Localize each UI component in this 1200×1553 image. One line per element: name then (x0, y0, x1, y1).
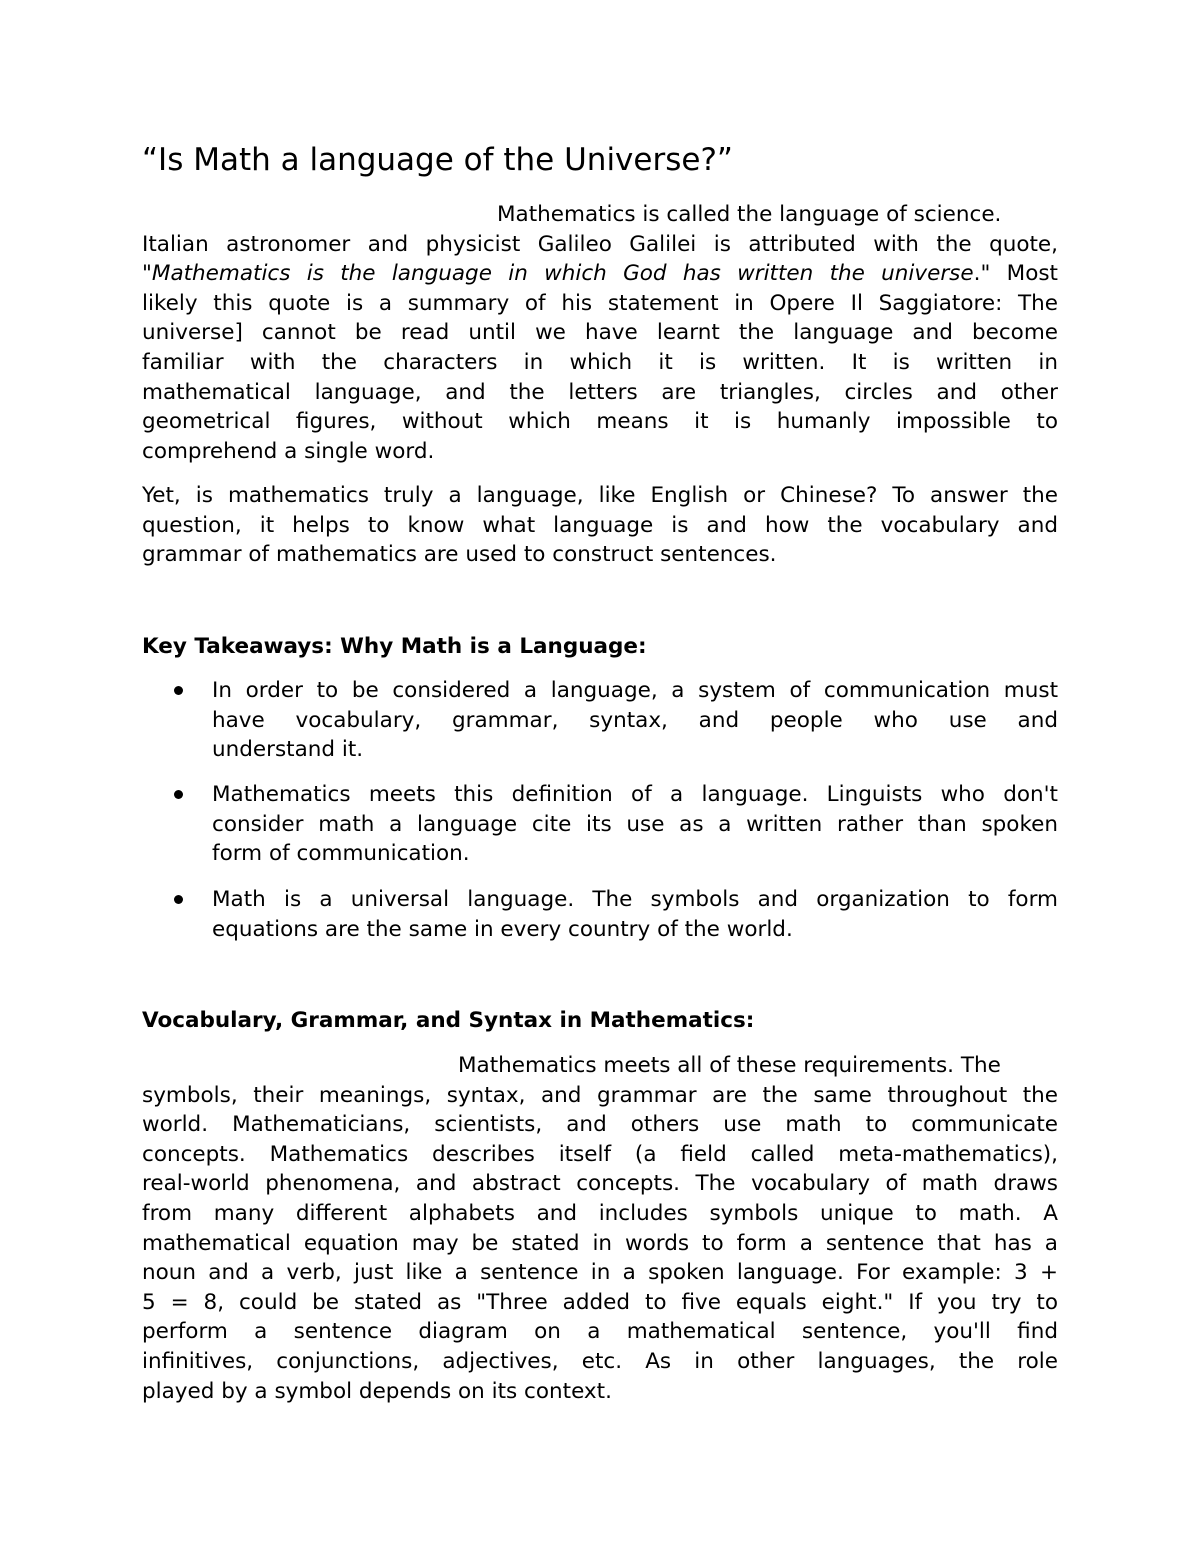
bullet-item (212, 780, 1058, 869)
text-line (142, 259, 1058, 289)
text-line: infinitives, conjunctions, adjectives, etc. As in other languages, the role (142, 1348, 1058, 1374)
bullet-icon (174, 790, 183, 799)
text-line: In order to be considered a language, a system of communication must (212, 678, 1058, 703)
text-line: Mathematics meets all of these requirements. The (458, 1053, 1001, 1078)
vocab-paragraph (142, 1051, 1058, 1406)
text-line: universe] cannot be read until we have learnt the language and become (142, 320, 1058, 346)
text-line: question, it helps to know what language is and how the vocabulary and (142, 512, 1058, 538)
text-line: Mathematics meets this definition of a language. Linguists who don't (212, 782, 1058, 807)
vocab-heading: Vocabulary, Grammar, and Syntax in Mathematics: (142, 1008, 755, 1033)
text-line: Mathematics is called the language of science. (497, 202, 1002, 227)
text-line: Math is a universal language. The symbols and organization to form (212, 887, 1058, 912)
takeaways-heading: Key Takeaways: Why Math is a Language: (142, 634, 647, 659)
text-line: Yet, is mathematics truly a language, like English or Chinese? To answer the (142, 483, 1058, 508)
text-line: familiar with the characters in which it is written. It is written in (142, 349, 1058, 375)
bullet-icon (174, 686, 183, 695)
intro-paragraph (142, 200, 1058, 466)
bullet-icon (174, 895, 183, 904)
text-line: likely this quote is a summary of his statement in Opere Il Saggiatore: The (142, 290, 1058, 316)
text-line: 5 = 8, could be stated as "Three added to five equals eight." If you try to (142, 1289, 1058, 1315)
text-line: consider math a language cite its use as a written rather than spoken (212, 811, 1058, 837)
document-title: “Is Math a language of the Universe?” (142, 142, 733, 178)
text-line: played by a symbol depends on its context. (142, 1378, 612, 1404)
text-line: real-world phenomena, and abstract concepts. The vocabulary of math draws (142, 1171, 1058, 1197)
text-line: equations are the same in every country of the world. (212, 916, 793, 942)
text-line: mathematical language, and the letters are triangles, circles and other (142, 379, 1058, 405)
text-line: mathematical equation may be stated in words to form a sentence that has a (142, 1230, 1058, 1256)
text-line: Italian astronomer and physicist Galileo Galilei is attributed with the quote, (142, 231, 1058, 257)
text-segment: ." Most (973, 261, 1058, 287)
text-line: noun and a verb, just like a sentence in a spoken language. For example: 3 + (142, 1260, 1058, 1286)
bullet-item (212, 885, 1058, 944)
text-line: form of communication. (212, 841, 470, 867)
text-line: symbols, their meanings, syntax, and grammar are the same throughout the (142, 1082, 1058, 1108)
text-line: from many different alphabets and includes symbols unique to math. A (142, 1200, 1058, 1226)
text-segment: " (142, 261, 152, 287)
text-line: comprehend a single word. (142, 438, 435, 464)
text-line: geometrical figures, without which means it is humanly impossible to (142, 409, 1058, 435)
text-line: world. Mathematicians, scientists, and others use math to communicate (142, 1112, 1058, 1138)
text-line: understand it. (212, 737, 364, 763)
bullet-item (212, 676, 1058, 765)
italic-quote: Mathematics is the language in which God has written the universe (151, 261, 974, 287)
text-line: perform a sentence diagram on a mathematical sentence, you'll find (142, 1319, 1058, 1345)
text-line: have vocabulary, grammar, syntax, and people who use and (212, 707, 1058, 733)
question-paragraph (142, 481, 1058, 570)
text-line: concepts. Mathematics describes itself (a field called meta-mathematics), (142, 1141, 1058, 1167)
text-line: grammar of mathematics are used to construct sentences. (142, 542, 777, 568)
